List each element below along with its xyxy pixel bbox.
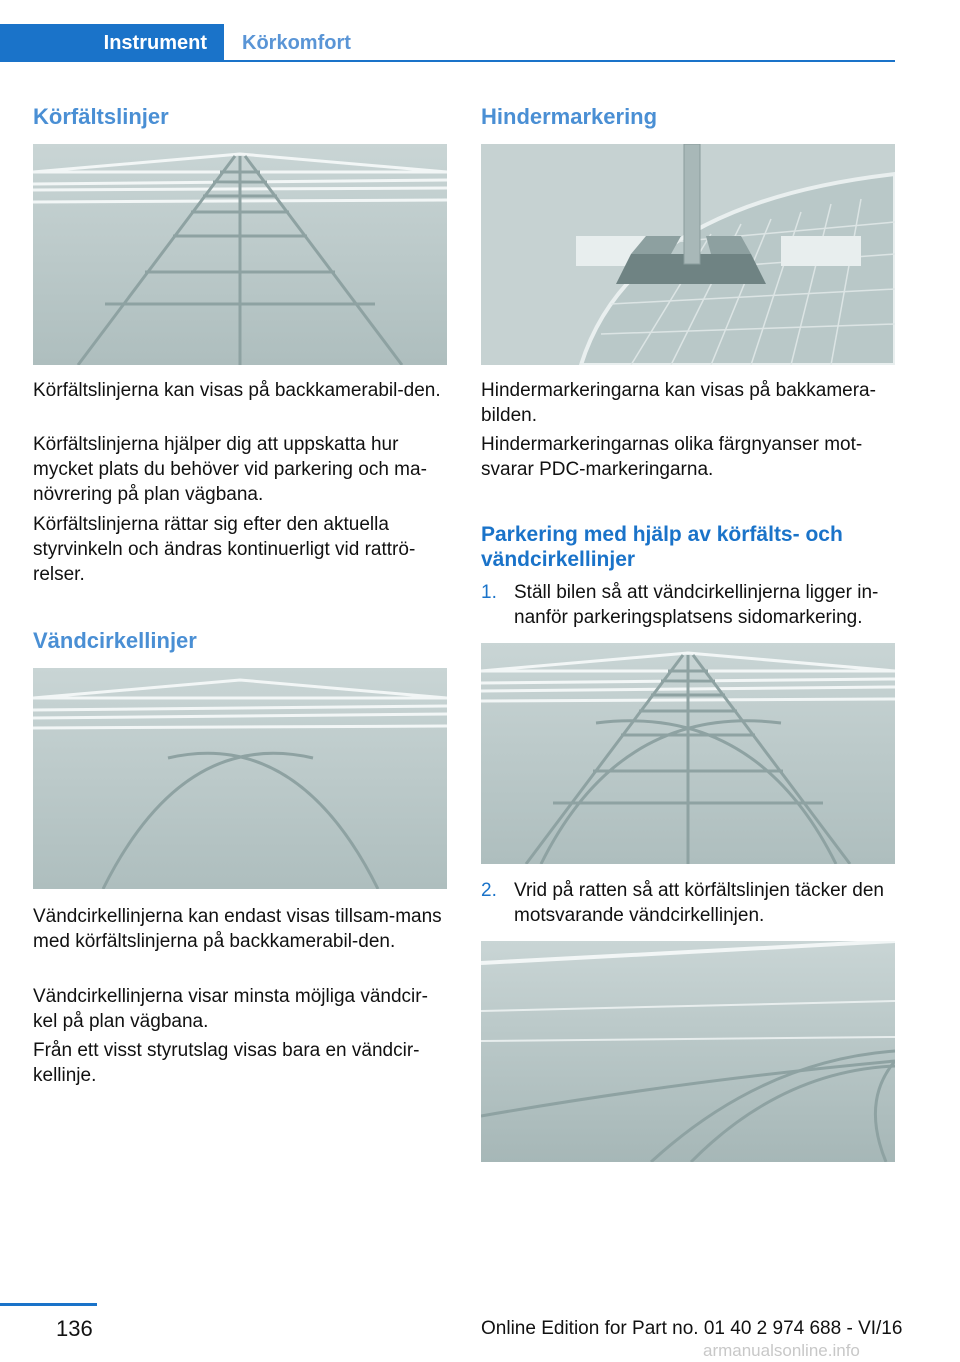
paragraph: Körfältslinjerna kan visas på backkamerabil-den. — [33, 380, 441, 401]
step-number: 2. — [481, 880, 497, 901]
paragraph: Vändcirkellinjerna visar minsta möjliga vändcir-kel på plan vägbana. — [33, 986, 428, 1032]
obstacle-marking-illustration — [481, 144, 895, 365]
turning-circle-illustration — [33, 668, 447, 889]
paragraph: Hindermarkeringarnas olika färgnyanser mot-svarar PDC-markeringarna. — [481, 434, 863, 480]
figure-lane-lines — [33, 144, 447, 365]
parking-step-1-illustration — [481, 643, 895, 864]
step-number: 1. — [481, 582, 497, 603]
section-title-vandcirkellinjer: Vändcirkellinjer — [33, 628, 197, 653]
tab-instrument[interactable]: Instrument — [0, 24, 224, 62]
figure-parking-step-2 — [481, 941, 895, 1162]
lane-lines-illustration — [33, 144, 447, 365]
paragraph: Körfältslinjerna rättar sig efter den aktuella styrvinkeln och ändras kontinuerligt vid rattrö-relser. — [33, 514, 416, 585]
section-title-parkering: Parkering med hjälp av körfälts- och vändcirkellinjer — [481, 523, 843, 571]
figure-obstacle-marking — [481, 144, 895, 365]
footer-divider — [0, 1303, 97, 1306]
tab-korkomfort[interactable]: Körkomfort — [242, 31, 351, 54]
figure-parking-step-1 — [481, 643, 895, 864]
paragraph: Från ett visst styrutslag visas bara en vändcir-kellinje. — [33, 1040, 420, 1086]
paragraph: Vändcirkellinjerna kan endast visas tillsam-mans med körfältslinjerna på backkamerabil-den. — [33, 906, 442, 952]
header-divider — [0, 60, 895, 62]
step-text: Vrid på ratten så att körfältslinjen täcker den motsvarande vändcirkellinjen. — [514, 880, 884, 926]
figure-turning-circle-lines — [33, 668, 447, 889]
step-item — [481, 580, 895, 630]
parking-step-2-illustration — [481, 941, 895, 1162]
paragraph: Hindermarkeringarna kan visas på bakkamera-bilden. — [481, 380, 876, 426]
watermark: armanualsonline.info — [703, 1341, 860, 1360]
step-text: Ställ bilen så att vändcirkellinjerna ligger in-nanför parkeringsplatsens sidomarkering. — [514, 582, 879, 628]
section-title-korfaltslinjer: Körfältslinjer — [33, 104, 169, 129]
step-item — [481, 878, 895, 928]
edition-text: Online Edition for Part no. 01 40 2 974 688 - VI/16 — [481, 1318, 903, 1339]
paragraph: Körfältslinjerna hjälper dig att uppskatta hur mycket plats du behöver vid parkering och ma-növrering på plan vägbana. — [33, 434, 427, 505]
section-title-hindermarkering: Hindermarkering — [481, 104, 658, 129]
page-number: 136 — [56, 1316, 93, 1341]
